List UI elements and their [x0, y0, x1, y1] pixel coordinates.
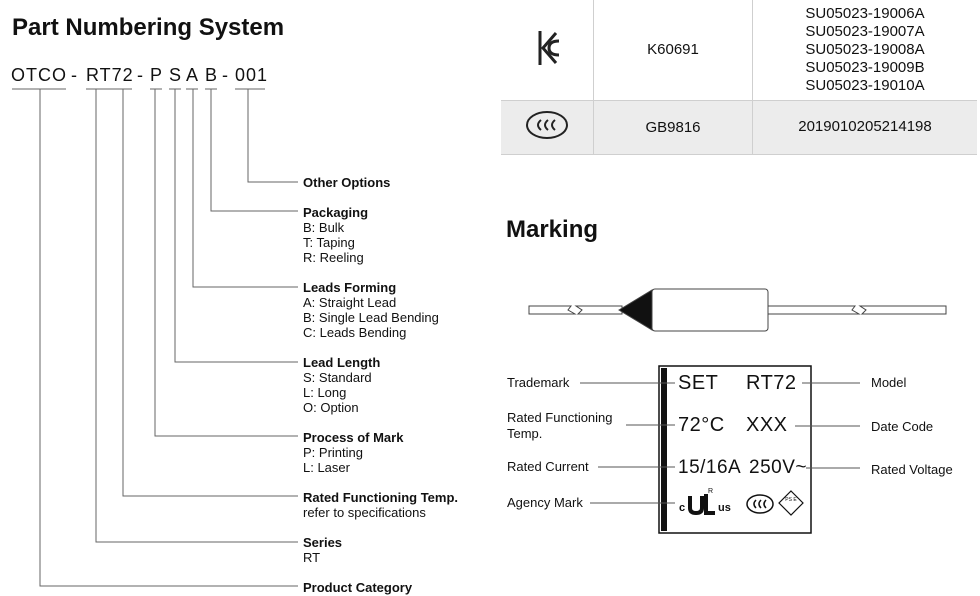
ccc-mark-icon: [745, 493, 775, 515]
pn-series: RT72: [86, 65, 134, 85]
label-model: Model: [871, 375, 907, 390]
label-agency-mark: Agency Mark: [507, 495, 583, 510]
pn-lead-length: S: [169, 65, 183, 85]
field-lead-length-option: L: Long: [303, 385, 347, 400]
field-series-title: Series: [303, 535, 343, 550]
field-packaging-option: R: Reeling: [303, 250, 364, 265]
field-product-category-title: Product Category: [303, 580, 413, 595]
field-leads-forming-option: B: Single Lead Bending: [303, 310, 439, 325]
field-packaging-option: B: Bulk: [303, 220, 345, 235]
field-leads-forming-option: A: Straight Lead: [303, 295, 397, 310]
cert-number: SU05023-19008A: [805, 40, 925, 58]
ul-registered-text: R: [708, 488, 714, 495]
cert-number: SU05023-19010A: [805, 76, 925, 94]
field-other-options-title: Other Options: [303, 175, 391, 190]
label-rated-voltage: Rated Voltage: [871, 462, 953, 477]
box-trademark: SET: [678, 372, 719, 394]
field-process-of-mark-option: P: Printing: [303, 445, 363, 460]
pn-product-category: OTCO: [11, 65, 67, 85]
field-series-option: RT: [303, 550, 321, 565]
label-rated-temp: Rated Functioning: [507, 410, 613, 425]
field-rated-temp-note: refer to specifications: [303, 505, 426, 520]
cert-number: SU05023-19006A: [805, 4, 925, 22]
box-temperature: 72°C: [678, 414, 725, 436]
field-packaging-option: T: Taping: [303, 235, 355, 250]
pn-sep-3: -: [222, 65, 229, 85]
pse-mark-icon: [777, 489, 805, 517]
field-lead-length-option: S: Standard: [303, 370, 372, 385]
box-rated-voltage: 250V~: [749, 457, 807, 478]
label-rated-temp-cont: Temp.: [507, 426, 543, 441]
field-leads-forming-title: Leads Forming: [303, 280, 397, 295]
field-process-of-mark-title: Process of Mark: [303, 430, 404, 445]
label-trademark: Trademark: [507, 375, 570, 390]
cert-number: 2019010205214198: [798, 118, 932, 135]
pn-process-of-mark: P: [150, 65, 164, 85]
pn-packaging: B: [205, 65, 219, 85]
pse-diamond-icon: [777, 489, 805, 517]
label-date-code: Date Code: [871, 419, 934, 434]
pn-other-options: 001: [235, 65, 269, 85]
field-leads-forming-option: C: Leads Bending: [303, 325, 407, 340]
pn-sep-1: -: [71, 65, 78, 85]
label-rated-current: Rated Current: [507, 459, 589, 474]
field-packaging-title: Packaging: [303, 205, 369, 220]
field-lead-length-title: Lead Length: [303, 355, 381, 370]
pn-sep-2: -: [137, 65, 144, 85]
pn-leads-forming: A: [186, 65, 200, 85]
box-rated-current: 15/16A: [678, 457, 742, 478]
ul-c-text: c: [679, 502, 686, 514]
box-model: RT72: [746, 372, 797, 394]
ul-mark-icon: [679, 490, 739, 518]
field-rated-temp-title: Rated Functioning Temp.: [303, 490, 459, 505]
marking-title: Marking: [506, 216, 599, 243]
cert-number: SU05023-19007A: [805, 22, 925, 40]
cert-number: SU05023-19009B: [805, 58, 925, 76]
field-process-of-mark-option: L: Laser: [303, 460, 350, 475]
cert-standard-cell: GB9816: [594, 100, 753, 154]
pse-text: PS E: [785, 497, 797, 503]
field-lead-length-option: O: Option: [303, 400, 359, 415]
part-numbering-title: Part Numbering System: [12, 14, 285, 41]
ul-logo-icon: [687, 492, 717, 516]
ul-us-text: us: [718, 502, 731, 514]
cert-standard-cell: K60691: [594, 0, 753, 100]
box-date-code: XXX: [746, 414, 788, 436]
